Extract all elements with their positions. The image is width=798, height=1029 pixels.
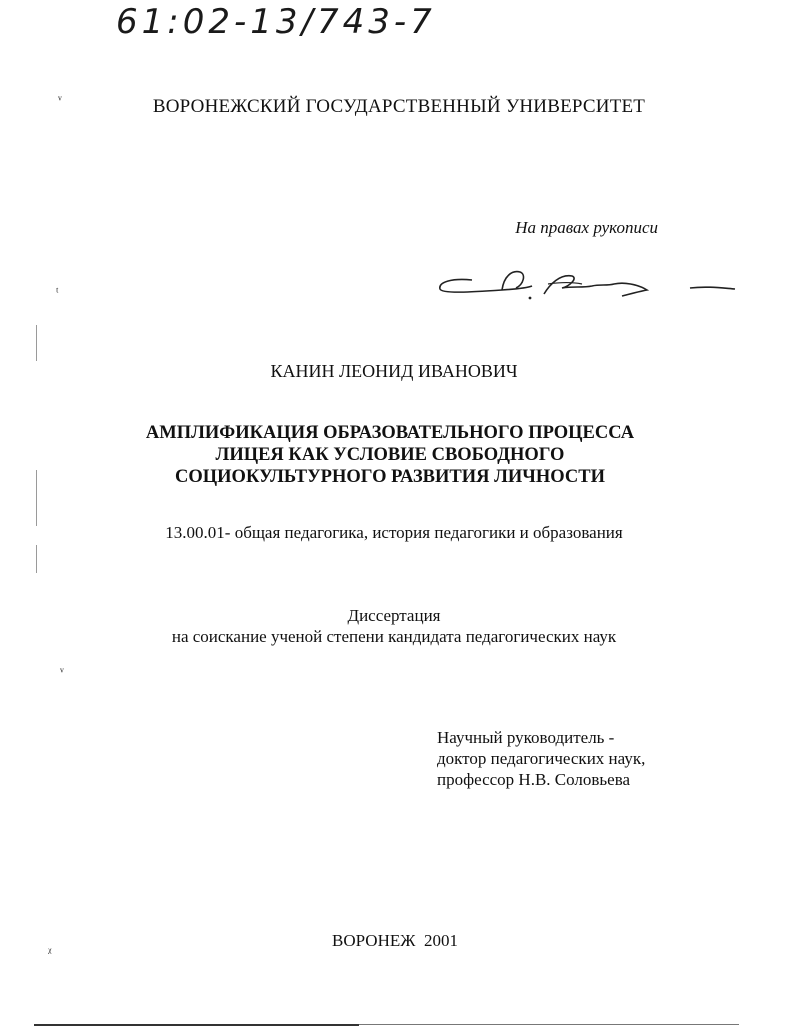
supervisor-line: Научный руководитель - bbox=[437, 728, 615, 747]
manuscript-note: На правах рукописи bbox=[515, 218, 658, 237]
scan-mark: ᵛ bbox=[58, 92, 62, 107]
handwritten-signature bbox=[432, 262, 742, 312]
dissertation-line: Диссертация bbox=[347, 606, 441, 625]
title-line: АМПЛИФИКАЦИЯ ОБРАЗОВАТЕЛЬНОГО ПРОЦЕССА bbox=[145, 423, 635, 443]
title-line: СОЦИОКУЛЬТУРНОГО РАЗВИТИЯ ЛИЧНОСТИ bbox=[175, 467, 605, 487]
scan-mark: ᵗ bbox=[56, 284, 59, 299]
title-line: ЛИЦЕЯ КАК УСЛОВИЕ СВОБОДНОГО bbox=[215, 445, 565, 465]
city-year: ВОРОНЕЖ 2001 bbox=[332, 931, 458, 950]
dissertation-title bbox=[100, 422, 680, 488]
dissertation-label bbox=[0, 605, 788, 647]
bottom-edge-line bbox=[34, 1024, 359, 1026]
scan-edge-line bbox=[36, 325, 37, 361]
scan-edge-line bbox=[36, 470, 37, 526]
bottom-edge-line bbox=[359, 1024, 739, 1025]
specialty-code: 13.00.01- общая педагогика, история педагогики и образования bbox=[165, 523, 623, 542]
scan-mark: ᵛ bbox=[60, 664, 64, 679]
scan-mark: ᵡ bbox=[48, 944, 52, 959]
author-name: КАНИН ЛЕОНИД ИВАНОВИЧ bbox=[270, 361, 518, 381]
supervisor-block bbox=[437, 727, 645, 790]
dissertation-line: на соискание ученой степени кандидата педагогических наук bbox=[171, 627, 617, 646]
university-name: ВОРОНЕЖСКИЙ ГОСУДАРСТВЕННЫЙ УНИВЕРСИТЕТ bbox=[152, 96, 646, 117]
supervisor-line: профессор Н.В. Соловьева bbox=[437, 770, 631, 789]
scan-edge-line bbox=[36, 545, 37, 573]
handwritten-registry-code: 61:02-13/743-7 bbox=[116, 2, 436, 42]
supervisor-line: доктор педагогических наук, bbox=[437, 749, 646, 768]
